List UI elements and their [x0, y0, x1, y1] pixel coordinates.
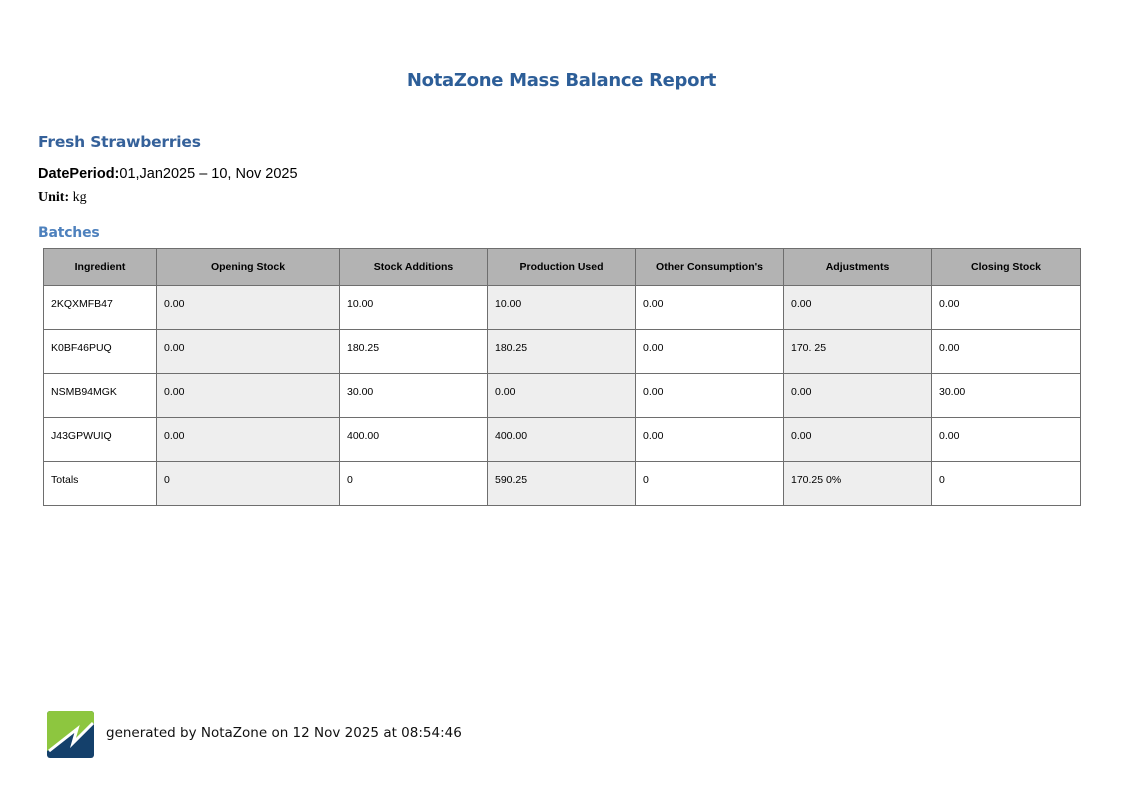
- cell-stock-additions: 10.00: [340, 286, 488, 330]
- date-period-value: 01,Jan2025 – 10, Nov 2025: [119, 166, 298, 182]
- report-title: NotaZone Mass Balance Report: [406, 70, 717, 91]
- table-row: [44, 374, 1081, 418]
- cell-stock-additions: 400.00: [340, 418, 488, 462]
- column-header-adjustments: Adjustments: [784, 249, 932, 286]
- unit-line: [38, 190, 87, 206]
- cell-opening-stock-total: 0: [157, 462, 340, 506]
- cell-other-consumptions: 0.00: [636, 330, 784, 374]
- notazone-logo-icon: [47, 711, 94, 758]
- cell-ingredient: 2KQXMFB47: [44, 286, 157, 330]
- cell-stock-additions: 30.00: [340, 374, 488, 418]
- column-header-other-consumptions: Other Consumption's: [636, 249, 784, 286]
- column-header-ingredient: Ingredient: [44, 249, 157, 286]
- cell-closing-stock-total: 0: [932, 462, 1081, 506]
- batches-section-title: Batches: [38, 225, 100, 241]
- unit-value: kg: [69, 190, 87, 205]
- cell-opening-stock: 0.00: [157, 286, 340, 330]
- cell-production-used: 0.00: [488, 374, 636, 418]
- table-row: [44, 330, 1081, 374]
- cell-production-used: 400.00: [488, 418, 636, 462]
- totals-row: [44, 462, 1081, 506]
- product-title: Fresh Strawberries: [38, 133, 201, 151]
- cell-opening-stock: 0.00: [157, 330, 340, 374]
- cell-closing-stock: 0.00: [932, 286, 1081, 330]
- cell-production-used-total: 590.25: [488, 462, 636, 506]
- cell-ingredient: K0BF46PUQ: [44, 330, 157, 374]
- cell-adjustments: 170. 25: [784, 330, 932, 374]
- cell-other-consumptions: 0.00: [636, 374, 784, 418]
- cell-other-consumptions: 0.00: [636, 286, 784, 330]
- cell-closing-stock: 0.00: [932, 418, 1081, 462]
- cell-totals-label: Totals: [44, 462, 157, 506]
- cell-production-used: 180.25: [488, 330, 636, 374]
- table-header-row: [44, 249, 1081, 286]
- table-row: [44, 418, 1081, 462]
- generated-by-text: generated by NotaZone on 12 Nov 2025 at 08:54:46: [106, 724, 462, 741]
- cell-adjustments: 0.00: [784, 418, 932, 462]
- column-header-opening-stock: Opening Stock: [157, 249, 340, 286]
- cell-closing-stock: 30.00: [932, 374, 1081, 418]
- column-header-production-used: Production Used: [488, 249, 636, 286]
- cell-closing-stock: 0.00: [932, 330, 1081, 374]
- cell-production-used: 10.00: [488, 286, 636, 330]
- cell-stock-additions: 180.25: [340, 330, 488, 374]
- cell-other-consumptions-total: 0: [636, 462, 784, 506]
- cell-opening-stock: 0.00: [157, 374, 340, 418]
- date-period: [38, 166, 298, 182]
- cell-other-consumptions: 0.00: [636, 418, 784, 462]
- cell-opening-stock: 0.00: [157, 418, 340, 462]
- column-header-closing-stock: Closing Stock: [932, 249, 1081, 286]
- report-footer: [47, 711, 462, 758]
- batches-table: [43, 248, 1081, 506]
- cell-ingredient: NSMB94MGK: [44, 374, 157, 418]
- column-header-stock-additions: Stock Additions: [340, 249, 488, 286]
- cell-adjustments-total: 170.25 0%: [784, 462, 932, 506]
- date-period-label: DatePeriod:: [38, 166, 120, 182]
- table-row: [44, 286, 1081, 330]
- unit-label: Unit:: [38, 190, 70, 205]
- cell-adjustments: 0.00: [784, 286, 932, 330]
- cell-ingredient: J43GPWUIQ: [44, 418, 157, 462]
- cell-stock-additions-total: 0: [340, 462, 488, 506]
- cell-adjustments: 0.00: [784, 374, 932, 418]
